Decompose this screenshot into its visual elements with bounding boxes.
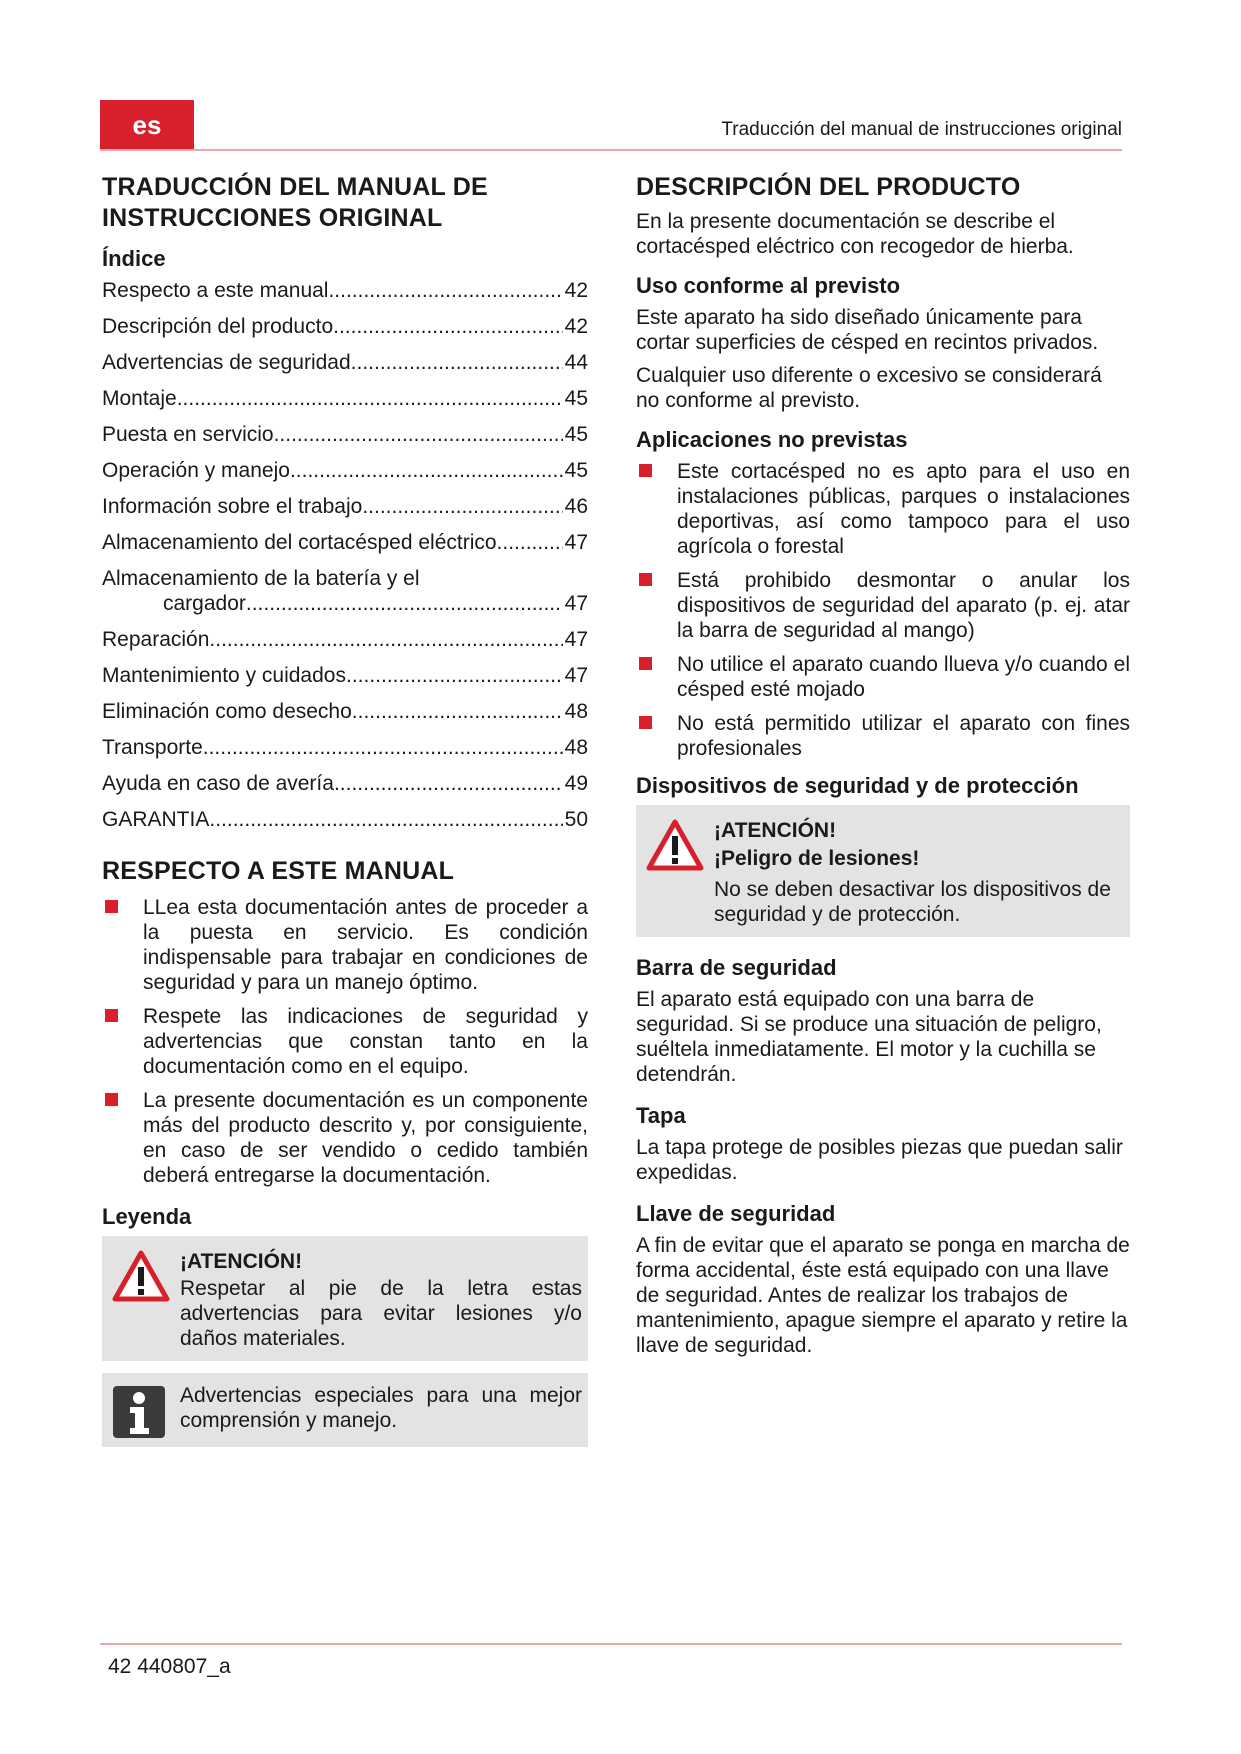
safety-devices-heading: Dispositivos de seguridad y de protección bbox=[636, 773, 1079, 798]
info-text: Advertencias especiales para una mejor comprensión y manejo. bbox=[180, 1384, 582, 1432]
safety-warning-box bbox=[636, 805, 1130, 937]
manual-heading: RESPECTO A ESTE MANUAL bbox=[102, 857, 455, 885]
table-of-contents bbox=[102, 278, 588, 832]
intended-use-text-2: Cualquier uso diferente o excesivo se considerará no conforme al previsto. bbox=[636, 364, 1102, 412]
warning-title: ¡ATENCIÓN! bbox=[180, 1250, 303, 1273]
list-item: No está permitido utilizar el aparato con fines profesionales bbox=[636, 711, 1130, 761]
footer-divider bbox=[100, 1643, 1122, 1645]
main-title: TRADUCCIÓN DEL MANUAL DE INSTRUCCIONES ORIGINAL bbox=[102, 173, 488, 232]
list-item: LLea esta documentación antes de proceder a la puesta en servicio. Es condición indispensable para trabajar en condiciones de seguridad y para un manejo óptimo. bbox=[102, 895, 588, 995]
language-tab: es bbox=[100, 100, 194, 150]
legend-heading: Leyenda bbox=[102, 1204, 192, 1229]
intended-use-heading: Uso conforme al previsto bbox=[636, 273, 901, 298]
warning-text: Respetar al pie de la letra estas advertencias para evitar lesiones y/o daños materiales. bbox=[180, 1277, 582, 1350]
list-item: Este cortacésped no es apto para el uso en instalaciones públicas, parques o instalaciones deportivas, así como tampoco para el uso agrícola o forestal bbox=[636, 459, 1130, 559]
warning-text: No se deben desactivar los dispositivos de seguridad y de protección. bbox=[714, 878, 1111, 926]
page-number: 42 440807_a bbox=[108, 1655, 231, 1678]
intended-use-text-1: Este aparato ha sido diseñado únicamente para cortar superficies de césped en recintos privados. bbox=[636, 306, 1099, 354]
unintended-use-heading: Aplicaciones no previstas bbox=[636, 427, 908, 452]
header-divider bbox=[100, 149, 1122, 151]
list-item: La presente documentación es un componente más del producto descrito y, por consiguiente, en caso de ser vendido o cedido también deberá entregarse la documentación. bbox=[102, 1088, 588, 1188]
toc-item[interactable]: Eliminación como desecho ..... 48 bbox=[102, 699, 588, 724]
safety-bar-heading: Barra de seguridad bbox=[636, 955, 837, 980]
left-column bbox=[102, 172, 588, 1459]
toc-item[interactable]: Advertencias de seguridad ..... 44 bbox=[102, 350, 588, 375]
index-heading: Índice bbox=[102, 246, 166, 271]
warning-title: ¡ATENCIÓN! bbox=[714, 819, 837, 842]
toc-item[interactable]: Información sobre el trabajo ..... 46 bbox=[102, 494, 588, 519]
toc-item[interactable]: Reparación ..... 47 bbox=[102, 627, 588, 652]
safety-key-heading: Llave de seguridad bbox=[636, 1201, 836, 1226]
product-heading: DESCRIPCIÓN DEL PRODUCTO bbox=[636, 173, 1021, 201]
info-icon bbox=[112, 1385, 166, 1444]
list-item: No utilice el aparato cuando llueva y/o cuando el césped esté mojado bbox=[636, 652, 1130, 702]
header-title: Traducción del manual de instrucciones original bbox=[721, 119, 1122, 140]
cover-heading: Tapa bbox=[636, 1103, 686, 1128]
unintended-use-bullets bbox=[636, 459, 1130, 761]
toc-item[interactable]: Mantenimiento y cuidados ..... 47 bbox=[102, 663, 588, 688]
list-item: Está prohibido desmontar o anular los dispositivos de seguridad del aparato (p. ej. atar la barra de seguridad al mango) bbox=[636, 568, 1130, 643]
list-item: Respete las indicaciones de seguridad y advertencias que constan tanto en la documentación como en el equipo. bbox=[102, 1004, 588, 1079]
right-column bbox=[636, 172, 1130, 1366]
safety-key-text: A fin de evitar que el aparato se ponga en marcha de forma accidental, éste está equipado con una llave de seguridad. Antes de realizar los trabajos de mantenimiento, apague siempre el aparato y retire la llave de seguridad. bbox=[636, 1234, 1130, 1357]
toc-item[interactable]: Almacenamiento del cortacésped eléctrico ..... 47 bbox=[102, 530, 588, 555]
legend-warning-box bbox=[102, 1236, 588, 1361]
legend-info-box bbox=[102, 1373, 588, 1447]
toc-item[interactable]: Puesta en servicio ..... 45 bbox=[102, 422, 588, 447]
manual-bullets bbox=[102, 895, 588, 1188]
cover-text: La tapa protege de posibles piezas que puedan salir expedidas. bbox=[636, 1136, 1123, 1184]
toc-item[interactable]: Respecto a este manual ..... 42 bbox=[102, 278, 588, 303]
safety-bar-text: El aparato está equipado con una barra de seguridad. Si se produce una situación de peligro, suéltela inmediatamente. El motor y la cuchilla se detendrán. bbox=[636, 988, 1102, 1086]
toc-item[interactable]: Descripción del producto ..... 42 bbox=[102, 314, 588, 339]
warning-triangle-icon bbox=[646, 819, 704, 876]
toc-item[interactable]: Almacenamiento de la batería y el cargador ..... 47 bbox=[102, 566, 588, 616]
warning-triangle-icon bbox=[112, 1250, 170, 1307]
warning-subtitle: ¡Peligro de lesiones! bbox=[714, 847, 920, 870]
toc-item[interactable]: Operación y manejo ..... 45 bbox=[102, 458, 588, 483]
toc-item[interactable]: GARANTIA ..... 50 bbox=[102, 807, 588, 832]
toc-item[interactable]: Transporte ..... 48 bbox=[102, 735, 588, 760]
product-intro: En la presente documentación se describe el cortacésped eléctrico con recogedor de hierba. bbox=[636, 210, 1074, 258]
toc-item[interactable]: Ayuda en caso de avería ..... 49 bbox=[102, 771, 588, 796]
toc-item[interactable]: Montaje ..... 45 bbox=[102, 386, 588, 411]
